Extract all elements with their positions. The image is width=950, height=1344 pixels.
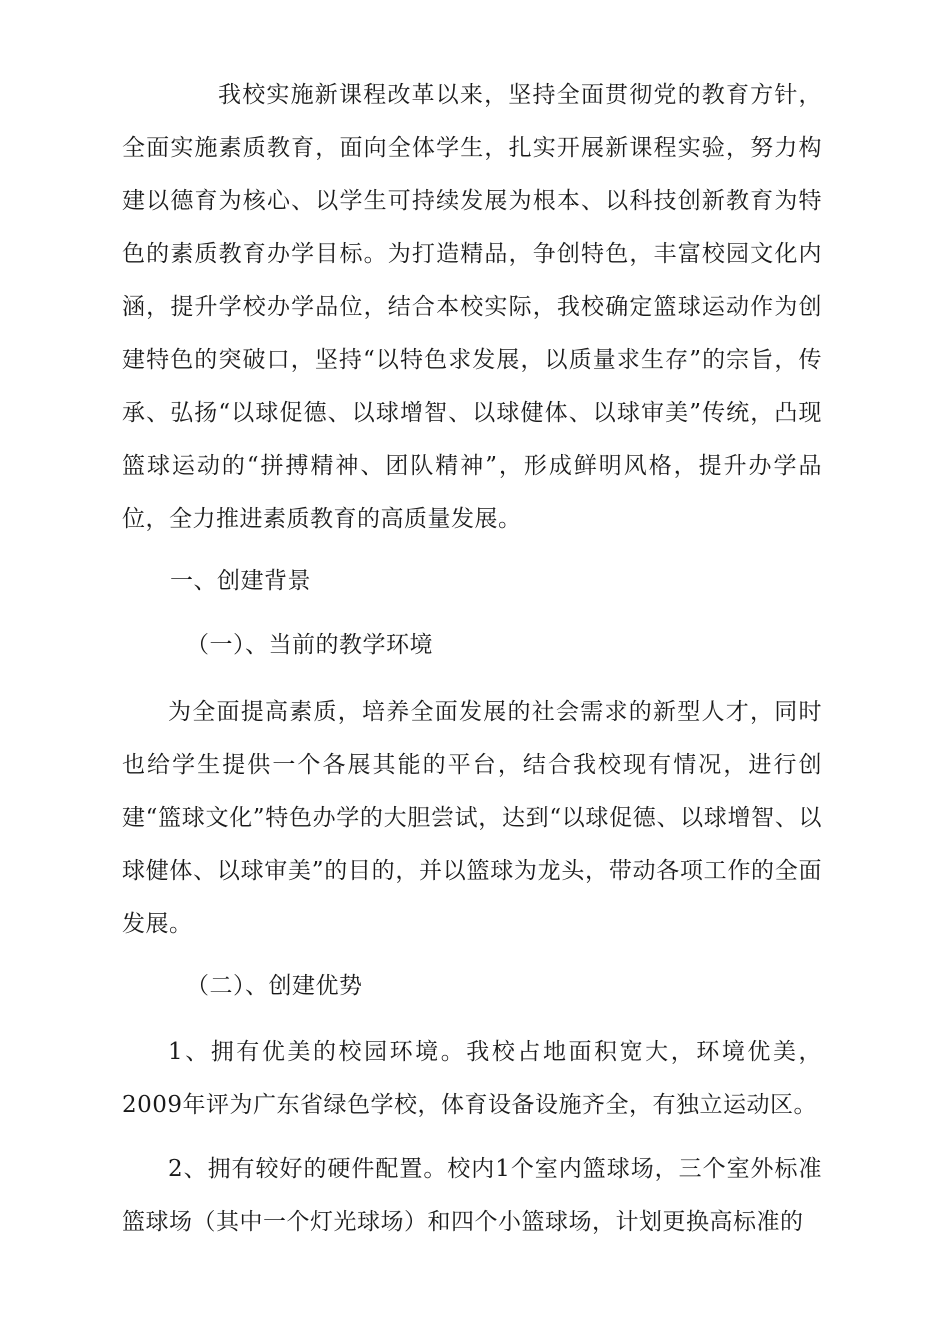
subsection-heading-advantages: （二）、创建优势: [186, 973, 363, 999]
subsection-heading-teaching-environment: （一）、当前的教学环境: [186, 632, 433, 658]
advantage-item-2: 2、拥有较好的硬件配置。校内1个室内篮球场，三个室外标准篮球场（其中一个灯光球场）和四个小篮球场，计划更换高标准的: [122, 1156, 822, 1235]
advantage-item-1: 1、拥有优美的校园环境。我校占地面积宽大，环境优美，2009年评为广东省绿色学校，体育设备设施齐全，有独立运动区。: [122, 1039, 822, 1118]
section-heading-background: 一、创建背景: [170, 568, 311, 594]
intro-paragraph: 我校实施新课程改革以来，坚持全面贯彻党的教育方针，全面实施素质教育，面向全体学生，扎实开展新课程实验，努力构建以德育为核心、以学生可持续发展为根本、以科技创新教育为特色的素质教育办学目标。为打造精品，争创特色，丰富校园文化内涵，提升学校办学品位，结合本校实际，我校确定篮球运动作为创建特色的突破口，坚持“以特色求发展，以质量求生存”的宗旨，传承、弘扬“以球促德、以球增智、以球健体、以球审美”传统，凸现篮球运动的“拼搏精神、团队精神”，形成鲜明风格，提升办学品位，全力推进素质教育的高质量发展。: [122, 82, 822, 532]
teaching-environment-paragraph: 为全面提高素质，培养全面发展的社会需求的新型人才，同时也给学生提供一个各展其能的平台，结合我校现有情况，进行创建“篮球文化”特色办学的大胆尝试，达到“以球促德、以球增智、以球健体、以球审美”的目的，并以篮球为龙头，带动各项工作的全面发展。: [122, 699, 822, 937]
